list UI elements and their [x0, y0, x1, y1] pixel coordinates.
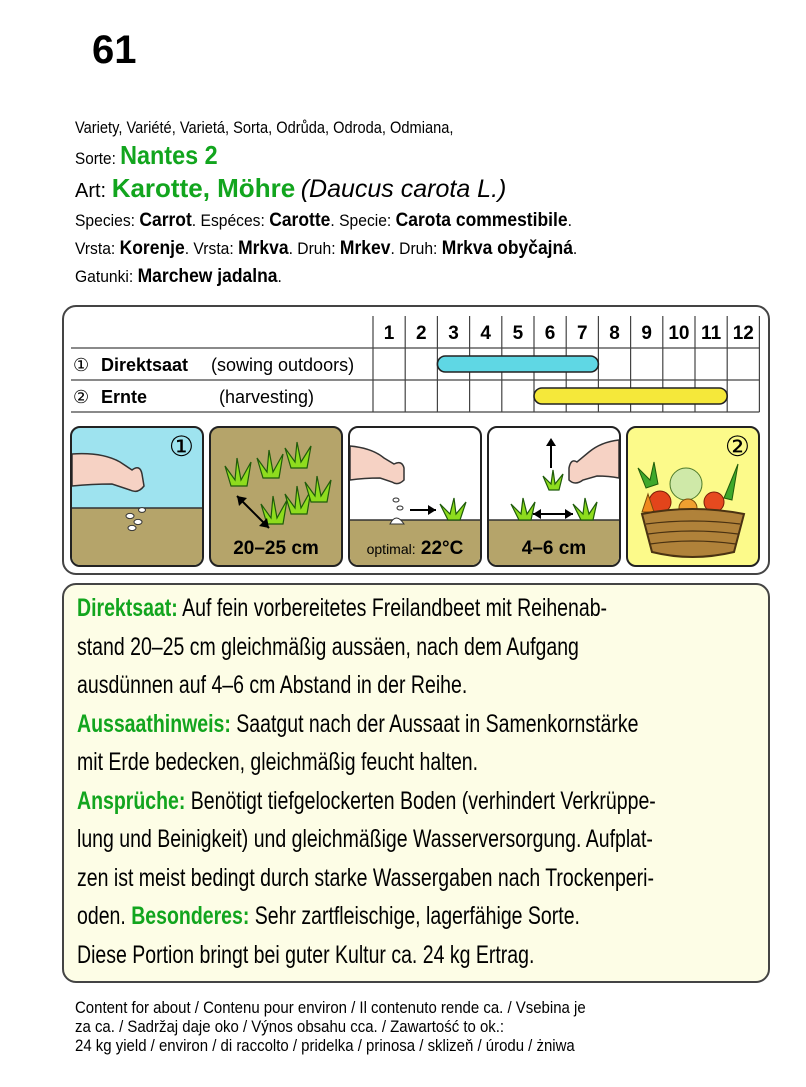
instruction-text: Saatgut nach der Aussaat in Samenkornstärke — [230, 709, 639, 738]
sowing-calendar — [71, 314, 761, 414]
month-label: 10 — [668, 323, 690, 344]
species-name: Marchew jadalna — [137, 266, 278, 287]
row-note: (sowing outdoors) — [211, 355, 355, 375]
germination-icon-box — [348, 426, 482, 567]
species-name: Carotte — [269, 210, 331, 231]
instruction-heading: Besonderes: — [131, 902, 250, 930]
spacing-caption: 20–25 cm — [233, 538, 319, 559]
temperature-caption — [350, 538, 480, 560]
calendar-panel — [62, 305, 770, 575]
art-line — [75, 173, 506, 204]
month-label: 7 — [577, 323, 588, 344]
instruction-text: zen ist meist bedingt durch starke Wassergaben nach Trockenperi- — [77, 863, 654, 892]
footer-line: za ca. / Sadržaj daje oko / Výnos obsahu cca. / Zawartość to ok.: — [75, 1017, 505, 1036]
instruction-line — [77, 940, 663, 970]
species-label: Druh: — [399, 239, 438, 258]
month-label: 8 — [609, 323, 620, 344]
harvest-icon-box — [626, 426, 760, 567]
period-bar — [534, 388, 727, 404]
instruction-text: Auf fein vorbereitetes Freilandbeet mit Reihenab- — [177, 594, 608, 622]
art-latin: (Daucus carota L.) — [300, 175, 507, 203]
species-separator: . — [288, 239, 293, 258]
row-marker: ② — [73, 387, 90, 408]
art-label: Art: — [75, 180, 107, 202]
species-separator: . — [567, 211, 572, 230]
instruction-text: Diese Portion bringt bei guter Kultur ca. 24 kg Ertrag. — [77, 940, 535, 969]
instruction-line — [77, 786, 806, 816]
species-label: Espéces: — [200, 211, 265, 230]
month-label: 1 — [383, 323, 395, 344]
month-label: 2 — [416, 323, 427, 344]
footer-yield-note — [75, 998, 655, 1055]
instructions-panel — [62, 583, 770, 983]
species-name: Carrot — [139, 210, 192, 231]
instruction-text: mit Erde bedecken, gleichmäßig feucht halten. — [77, 748, 479, 776]
sorte-label: Sorte: — [75, 149, 116, 168]
instruction-line — [77, 632, 720, 662]
instruction-line — [77, 824, 806, 854]
species-separator: . — [277, 267, 282, 286]
species-name: Carota commestibile — [395, 210, 568, 231]
row-note: (harvesting) — [219, 387, 315, 407]
species-name: Mrkva — [238, 238, 289, 259]
instruction-line — [77, 747, 591, 777]
sorte-line — [75, 140, 233, 171]
month-label: 5 — [512, 323, 524, 344]
species-label: Vrsta: — [75, 239, 116, 258]
species-separator: . — [572, 239, 578, 258]
variety-text: Variety, Variété, Varietá, Sorta, Odrůda, Odroda, Odmiana, — [75, 118, 454, 137]
art-value: Karotte, Möhre — [111, 173, 296, 203]
instruction-line — [77, 593, 757, 623]
instruction-text: ausdünnen auf 4–6 cm Abstand in der Reihe. — [77, 671, 468, 699]
sowing-marker: ① — [168, 431, 194, 462]
species-label: Species: — [75, 211, 135, 230]
thinning-caption: 4–6 cm — [521, 538, 587, 559]
instruction-line — [77, 709, 797, 739]
species-label: Gatunki: — [75, 267, 134, 286]
instruction-text: Sehr zartfleischige, lagerfähige Sorte. — [249, 902, 580, 930]
instruction-line — [77, 670, 577, 700]
month-label: 11 — [701, 323, 722, 344]
instruction-text: Benötigt tiefgelockerten Boden (verhindert Verkrüppe- — [185, 786, 656, 815]
sowing-icon-box — [70, 426, 204, 567]
row-marker: ① — [73, 355, 90, 376]
instruction-line — [77, 863, 806, 893]
temperature-prefix: optimal: — [366, 541, 416, 557]
thinning-icon-box — [487, 426, 621, 567]
period-bar — [437, 356, 598, 372]
month-label: 6 — [544, 323, 556, 344]
instruction-heading: Direktsaat: — [77, 594, 178, 622]
species-name: Mrkva obyčajná — [441, 238, 573, 259]
species-label: Vrsta: — [193, 239, 234, 258]
species-label: Druh: — [297, 239, 336, 258]
species-name: Korenje — [119, 238, 185, 259]
instruction-text: lung und Beinigkeit) und gleichmäßige Wasserversorgung. Aufplat- — [77, 825, 653, 853]
instruction-heading: Aussaathinweis: — [77, 709, 231, 738]
species-separator: . — [330, 211, 335, 230]
month-label: 4 — [480, 323, 491, 344]
spacing-icon-box — [209, 426, 343, 567]
species-line — [75, 238, 621, 260]
species-separator: . — [191, 211, 197, 230]
instruction-heading: Ansprüche: — [77, 786, 186, 815]
species-line — [75, 266, 300, 288]
variety-line — [75, 118, 515, 138]
month-label: 12 — [732, 323, 754, 344]
harvest-marker: ② — [724, 431, 750, 462]
footer-line: 24 kg yield / environ / di raccolto / pridelka / prinosa / sklizeň / úrodu / żniwa — [75, 1036, 575, 1055]
row-name: Direktsaat — [101, 355, 189, 375]
species-separator: . — [184, 239, 190, 258]
instruction-line — [77, 901, 722, 931]
footer-line: Content for about / Contenu pour environ / Il contenuto rende ca. / Vsebina je — [75, 998, 586, 1017]
instruction-text: oden. — [77, 902, 132, 930]
instruction-text: stand 20–25 cm gleichmäßig aussäen, nach dem Aufgang — [77, 632, 579, 661]
species-label: Specie: — [339, 211, 392, 230]
month-label: 3 — [448, 323, 459, 344]
species-line — [75, 210, 615, 232]
month-label: 9 — [641, 323, 652, 344]
pack-number: 61 — [92, 28, 137, 72]
temperature-value: 22°C — [420, 538, 464, 559]
species-separator: . — [390, 239, 395, 258]
species-name: Mrkev — [339, 238, 391, 259]
row-name: Ernte — [101, 387, 148, 407]
sorte-value: Nantes 2 — [120, 140, 218, 170]
